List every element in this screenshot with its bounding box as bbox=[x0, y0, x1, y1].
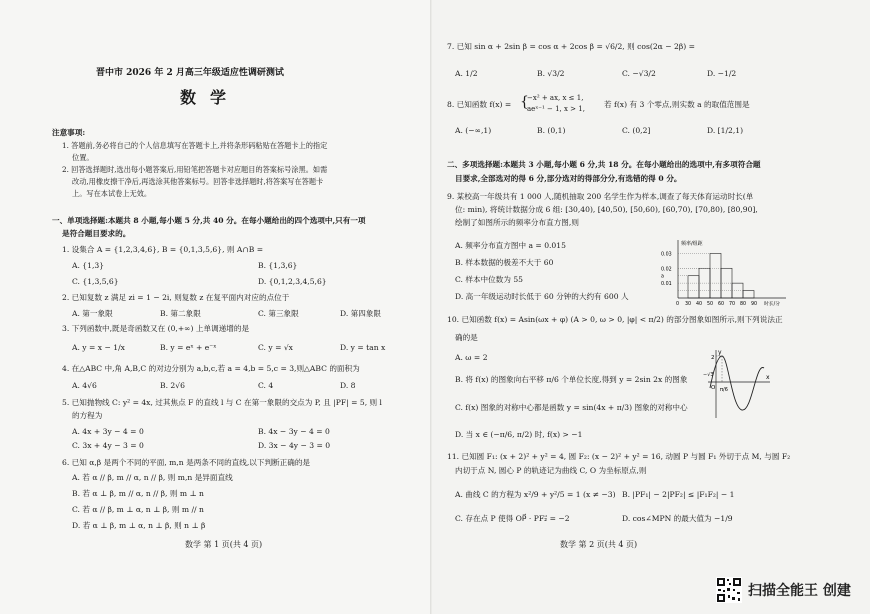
q2-option-a: A. 第一象限 bbox=[72, 309, 113, 318]
note-line-5: 上。写在本试卷上无效。 bbox=[72, 189, 152, 198]
q4-option-d: D. 8 bbox=[340, 381, 356, 390]
q8-stem-b: 若 f(x) 有 3 个零点,则实数 a 的取值范围是 bbox=[604, 100, 750, 109]
q10-option-c: C. f(x) 图象的对称中心都是函数 y = sin(4x + π/3) 图象的对称中心 bbox=[455, 403, 688, 412]
note-line-2: 位置。 bbox=[72, 153, 94, 162]
q9-stem-2: 位: min), 将统计数据分成 6 组: [30,40), [40,50), [50,60), [60,70), [70,80), [80,90], bbox=[455, 205, 758, 214]
hist-title: 频率/组距 bbox=[681, 241, 703, 247]
section1-heading-2: 是符合题目要求的。 bbox=[62, 229, 131, 238]
hist-x-tick: 30 bbox=[685, 302, 692, 306]
q3-option-b: B. y = eˣ + e⁻ˣ bbox=[160, 343, 217, 352]
note-line-3: 2. 回答选择题时,选出每小题答案后,用铅笔把答题卡对应题目的答案标号涂黑。如需 bbox=[62, 165, 328, 174]
sine-origin-label: O bbox=[711, 385, 716, 391]
q9-option-c: C. 样本中位数为 55 bbox=[455, 275, 524, 284]
hist-x-tick: 70 bbox=[729, 302, 736, 306]
hist-x-tick: 40 bbox=[696, 302, 703, 306]
section2-heading-2: 目要求,全部选对的得 6 分,部分选对的得部分分,有选错的得 0 分。 bbox=[455, 174, 682, 183]
hist-x-tick: 60 bbox=[718, 302, 725, 306]
q7-option-b: B. √3/2 bbox=[537, 69, 565, 78]
q8-option-b: B. (0,1) bbox=[537, 126, 566, 135]
sine-neg-label: −√3 bbox=[703, 372, 714, 378]
q9-stem-3: 绘制了如图所示的频率分布直方图,则 bbox=[455, 218, 579, 227]
q1-option-a: A. {1,3} bbox=[72, 261, 105, 270]
sine-amplitude-label: 2 bbox=[711, 355, 715, 361]
q3-option-a: A. y = x − 1/x bbox=[72, 343, 125, 352]
q4-option-a: A. 4√6 bbox=[72, 381, 97, 390]
q8-option-d: D. [1/2,1) bbox=[707, 126, 744, 135]
q11-option-a: A. 曲线 C 的方程为 x²/9 + y²/5 = 1 (x ≠ −3) bbox=[455, 490, 616, 499]
q7-option-d: D. −1/2 bbox=[707, 69, 737, 78]
q2-option-d: D. 第四象限 bbox=[340, 309, 382, 318]
scanner-watermark: 扫描全能王 创建 bbox=[748, 583, 851, 599]
q5-option-a: A. 4x + 3y − 4 = 0 bbox=[72, 427, 144, 436]
hist-y-tick: 0.01 bbox=[661, 282, 672, 288]
q9-option-d: D. 高一年级运动时长低于 60 分钟的大约有 600 人 bbox=[455, 292, 629, 301]
q10-option-a: A. ω = 2 bbox=[455, 353, 488, 362]
hist-x-label: 时长/分 bbox=[764, 302, 781, 306]
q10-stem-1: 10. 已知函数 f(x) = Asin(ωx + φ) (A > 0, ω > 0, |φ| < π/2) 的部分图象如图所示,则下列说法正 bbox=[447, 315, 783, 324]
q3-option-d: D. y = tan x bbox=[340, 343, 386, 352]
q11-stem-2: 内切于点 N, 圆心 P 的轨迹记为曲线 C, O 为坐标原点,则 bbox=[455, 466, 647, 475]
q4-stem: 4. 在△ABC 中,角 A,B,C 的对边分别为 a,b,c,若 a = 4,b = 5,c = 3,则△ABC 的面积为 bbox=[62, 364, 360, 373]
q4-option-b: B. 2√6 bbox=[160, 381, 185, 390]
q10-stem-2: 确的是 bbox=[455, 333, 478, 342]
hist-x-tick: 90 bbox=[751, 302, 758, 306]
page-2-footer: 数学 第 2 页(共 4 页) bbox=[560, 540, 638, 549]
q7-option-a: A. 1/2 bbox=[455, 69, 478, 78]
q7-stem: 7. 已知 sin α + 2sin β = cos α + 2cos β = √6/2, 则 cos(2α − 2β) = bbox=[447, 42, 695, 51]
hist-bar bbox=[710, 253, 721, 298]
q5-stem-1: 5. 已知抛物线 C: y² = 4x, 过其焦点 F 的直线 l 与 C 在第一象限的交点为 P, 且 |PF| = 5, 则 l bbox=[62, 398, 382, 407]
q3-stem: 3. 下列函数中,既是奇函数又在 (0,+∞) 上单调递增的是 bbox=[62, 324, 250, 333]
q7-option-c: C. −√3/2 bbox=[622, 69, 656, 78]
q2-option-c: C. 第三象限 bbox=[258, 309, 299, 318]
q8-stem-a: 8. 已知函数 f(x) = bbox=[447, 100, 512, 109]
q5-stem-2: 的方程为 bbox=[72, 411, 103, 420]
sine-function-graph bbox=[702, 348, 772, 420]
q4-option-c: C. 4 bbox=[258, 381, 274, 390]
q1-stem: 1. 设集合 A = {1,2,3,4,6}, B = {0,1,3,5,6}, 则 A∩B = bbox=[62, 245, 264, 254]
hist-bar bbox=[732, 283, 743, 298]
sine-curve bbox=[710, 356, 764, 410]
hist-bar bbox=[688, 276, 699, 298]
q9-option-b: B. 样本数据的极差不大于 60 bbox=[455, 258, 554, 267]
exam-page-1 bbox=[0, 0, 432, 614]
q9-stem-1: 9. 某校高一年级共有 1 000 人,随机抽取 200 名学生作为样本,调查了每天体育运动时长(单 bbox=[447, 192, 754, 201]
exam-page-2 bbox=[432, 0, 870, 614]
q10-option-b: B. 将 f(x) 的图象向右平移 π/6 个单位长度,得到 y = 2sin 2x 的图象 bbox=[455, 375, 688, 384]
subject-title: 数学 bbox=[180, 88, 241, 107]
hist-x-tick: 50 bbox=[707, 302, 714, 306]
q2-option-b: B. 第二象限 bbox=[160, 309, 201, 318]
q5-option-b: B. 4x − 3y − 4 = 0 bbox=[258, 427, 330, 436]
notes-heading: 注意事项: bbox=[52, 128, 86, 137]
q2-stem: 2. 已知复数 z 满足 zi = 1 − 2i, 则复数 z 在复平面内对应的点位于 bbox=[62, 293, 290, 302]
q8-case-2: aeˣ⁻¹ − 1, x > 1, bbox=[527, 105, 585, 113]
q10-option-d: D. 当 x ∈ (−π/6, π/2) 时, f(x) > −1 bbox=[455, 430, 583, 439]
hist-y-tick: 0.02 bbox=[661, 267, 672, 273]
q6-option-d: D. 若 α ⊥ β, m ⊥ α, n ⊥ β, 则 n ⊥ β bbox=[72, 521, 206, 530]
q1-option-b: B. {1,3,6} bbox=[258, 261, 298, 270]
hist-x-tick: 0 bbox=[676, 302, 680, 306]
hist-x-tick: 80 bbox=[740, 302, 747, 306]
q1-option-c: C. {1,3,5,6} bbox=[72, 277, 119, 286]
q8-case-1: −x² + ax, x ≤ 1, bbox=[527, 94, 584, 102]
page-1-footer: 数学 第 1 页(共 4 页) bbox=[185, 540, 263, 549]
q6-stem: 6. 已知 α,β 是两个不同的平面, m,n 是两条不同的直线,以下判断正确的是 bbox=[62, 458, 311, 467]
q11-option-d: D. cos∠MPN 的最大值为 −1/9 bbox=[622, 514, 733, 523]
q3-option-c: C. y = √x bbox=[258, 343, 293, 352]
section1-heading-1: 一、单项选择题:本题共 8 小题,每小题 5 分,共 40 分。在每小题给出的四个选项中,只有一项 bbox=[52, 216, 366, 225]
sine-x-label: x bbox=[766, 374, 770, 381]
frequency-histogram bbox=[660, 238, 788, 306]
hist-y-tick: 0.03 bbox=[661, 252, 672, 258]
q11-stem-1: 11. 已知圆 F₁: (x + 2)² + y² = 4, 圆 F₂: (x − 2)² + y² = 16, 动圆 P 与圆 F₁ 外切于点 M, 与圆 F₂ bbox=[447, 452, 791, 461]
q9-option-a: A. 频率分布直方图中 a = 0.015 bbox=[455, 241, 566, 250]
sine-tick-label: π/6 bbox=[720, 387, 728, 393]
hist-y-tick: a bbox=[661, 274, 664, 280]
note-line-1: 1. 答题前,务必将自己的个人信息填写在答题卡上,并将条形码粘贴在答题卡上的指定 bbox=[62, 141, 328, 150]
q11-option-b: B. |PF₁| − 2|PF₂| ≤ |F₁F₂| − 1 bbox=[622, 490, 735, 499]
q5-option-d: D. 3x − 4y − 3 = 0 bbox=[258, 441, 331, 450]
q8-brace-icon: { bbox=[520, 94, 529, 110]
sine-y-label: y bbox=[718, 349, 722, 356]
exam-title: 晋中市 2026 年 2 月高三年级适应性调研测试 bbox=[96, 68, 284, 78]
q6-option-c: C. 若 α // β, m ⊥ α, n ⊥ β, 则 m // n bbox=[72, 505, 204, 514]
q11-option-c: C. 存在点 P 使得 OP⃗ · PF₂⃗ = −2 bbox=[455, 514, 570, 523]
note-line-4: 改动,用橡皮擦干净后,再选涂其他答案标号。回答非选择题时,将答案写在答题卡 bbox=[72, 177, 324, 186]
qr-code-icon bbox=[716, 577, 742, 603]
q5-option-c: C. 3x + 4y − 3 = 0 bbox=[72, 441, 144, 450]
hist-bar bbox=[743, 291, 754, 298]
q6-option-a: A. 若 α // β, m // α, n // β, 则 m,n 是异面直线 bbox=[72, 473, 233, 482]
q8-option-c: C. (0,2] bbox=[622, 126, 651, 135]
q8-option-a: A. (−∞,1) bbox=[455, 126, 492, 135]
q6-option-b: B. 若 α ⊥ β, m // α, n // β, 则 m ⊥ n bbox=[72, 489, 204, 498]
q1-option-d: D. {0,1,2,3,4,5,6} bbox=[258, 277, 327, 286]
section2-heading-1: 二、多项选择题:本题共 3 小题,每小题 6 分,共 18 分。在每小题给出的选项中,有多项符合题 bbox=[447, 160, 761, 169]
